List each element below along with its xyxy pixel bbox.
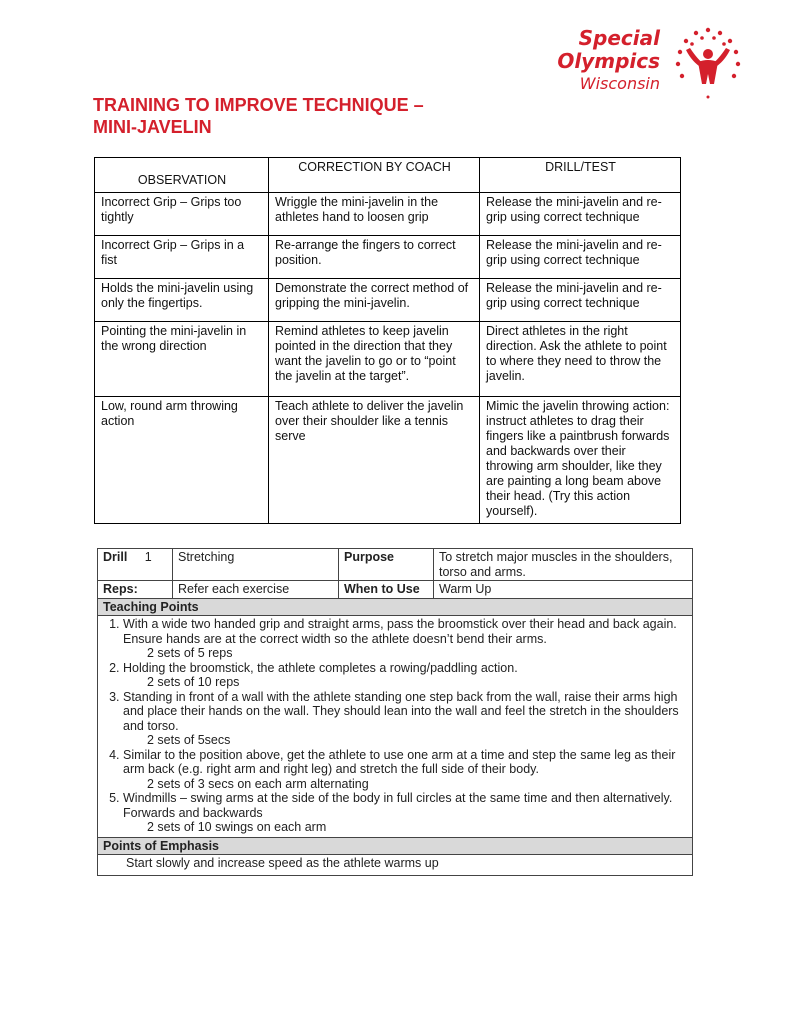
drill-cell: Mimic the javelin throwing action: instruct athletes to drag their fingers like a paintbrush forwards and backwards over their throwing arm shoulder, like they are painting a long beam above their head. (Try this action yourself).: [480, 397, 681, 524]
page-title: [93, 94, 424, 138]
table-row: [95, 193, 681, 236]
header-correction: CORRECTION BY COACH: [269, 158, 480, 193]
drill-cell: Direct athletes in the right direction. Ask the athlete to point to where they need to throw the javelin.: [480, 322, 681, 397]
drill-label: Drill: [103, 550, 128, 564]
logo-line-special: Special: [578, 26, 660, 50]
teaching-point-text: Similar to the position above, get the athlete to use one arm at a time and step the same leg as their arm back (e.g. right arm and right leg) and stretch the full side of their body.: [123, 747, 676, 776]
table-row: [95, 322, 681, 397]
teaching-point-sets: 2 sets of 5 reps: [147, 646, 233, 660]
list-item: [123, 748, 687, 792]
drill-number: 1: [144, 550, 152, 564]
correction-cell: Wriggle the mini-javelin in the athletes hand to loosen grip: [269, 193, 480, 236]
observation-cell: Incorrect Grip – Grips in a fist: [95, 236, 269, 279]
page-title-line-2: MINI-JAVELIN: [93, 117, 212, 137]
when-to-use-value: Warm Up: [439, 582, 492, 596]
teaching-point-sets: 2 sets of 5secs: [147, 733, 231, 747]
logo-line-wisconsin: Wisconsin: [579, 74, 660, 93]
table-row: [95, 236, 681, 279]
observation-cell: Holds the mini-javelin using only the fingertips.: [95, 279, 269, 322]
teaching-point-sets: 2 sets of 3 secs on each arm alternating: [147, 776, 369, 791]
teaching-point-sets: 2 sets of 10 swings on each arm: [147, 820, 327, 834]
technique-correction-table: [94, 157, 681, 524]
special-olympics-wisconsin-logo: [535, 24, 765, 104]
header-observation: OBSERVATION: [95, 158, 269, 193]
reps-label: Reps:: [98, 581, 173, 598]
drill-cell: Release the mini-javelin and re-grip using correct technique: [480, 193, 681, 236]
list-item: [123, 690, 687, 748]
header-drill-test: DRILL/TEST: [480, 158, 681, 193]
correction-cell: Re-arrange the fingers to correct position.: [269, 236, 480, 279]
drill-card: [97, 548, 693, 876]
observation-cell: Pointing the mini-javelin in the wrong direction: [95, 322, 269, 397]
reps-value: Refer each exercise: [173, 581, 339, 598]
drill-name: Stretching: [173, 549, 339, 580]
correction-cell: Demonstrate the correct method of gripping the mini-javelin.: [269, 279, 480, 322]
drill-header-row: [98, 549, 692, 581]
correction-cell: Remind athletes to keep javelin pointed in the direction that they want the javelin to go or to “point the javelin at the target”.: [269, 322, 480, 397]
drill-label-cell: [98, 549, 173, 580]
logo-line-olympics: Olympics: [557, 49, 660, 73]
table-header-row: [95, 158, 681, 193]
table-row: [95, 397, 681, 524]
drill-cell: Release the mini-javelin and re-grip using correct technique: [480, 279, 681, 322]
list-item: [123, 661, 687, 690]
when-to-use-label: When to Use: [339, 581, 434, 598]
teaching-point-text: Windmills – swing arms at the side of the body in full circles at the same time and then alternatively. Forwards and backwards: [123, 791, 673, 820]
teaching-point-text: With a wide two handed grip and straight arms, pass the broomstick over their head and back again. Ensure hands are at the correct width so the athlete doesn’t bend their arms.: [123, 617, 677, 646]
list-item: [123, 791, 687, 835]
teaching-points-list: [98, 616, 692, 838]
teaching-points-heading: Teaching Points: [98, 599, 692, 617]
teaching-point-sets: 2 sets of 10 reps: [147, 675, 240, 689]
drill-cell: Release the mini-javelin and re-grip using correct technique: [480, 236, 681, 279]
reps-row: [98, 581, 692, 599]
special-olympics-figures-icon: [668, 24, 748, 102]
page-title-line-1: TRAINING TO IMPROVE TECHNIQUE –: [93, 95, 424, 115]
points-of-emphasis-text: Start slowly and increase speed as the athlete warms up: [126, 856, 439, 870]
table-row: [95, 279, 681, 322]
purpose-label: Purpose: [339, 549, 434, 580]
observation-cell: Low, round arm throwing action: [95, 397, 269, 524]
correction-cell: Teach athlete to deliver the javelin over their shoulder like a tennis serve: [269, 397, 480, 524]
purpose-value: To stretch major muscles in the shoulders, torso and arms.: [439, 550, 673, 579]
points-of-emphasis-heading: Points of Emphasis: [98, 838, 692, 856]
teaching-point-text: Standing in front of a wall with the athlete standing one step back from the wall, raise their arms high and place their hands on the wall. They should lean into the wall and feel the stretch in the shoulders and torso.: [123, 689, 679, 733]
observation-cell: Incorrect Grip – Grips too tightly: [95, 193, 269, 236]
teaching-point-text: Holding the broomstick, the athlete completes a rowing/paddling action.: [123, 660, 518, 675]
list-item: [123, 617, 687, 661]
